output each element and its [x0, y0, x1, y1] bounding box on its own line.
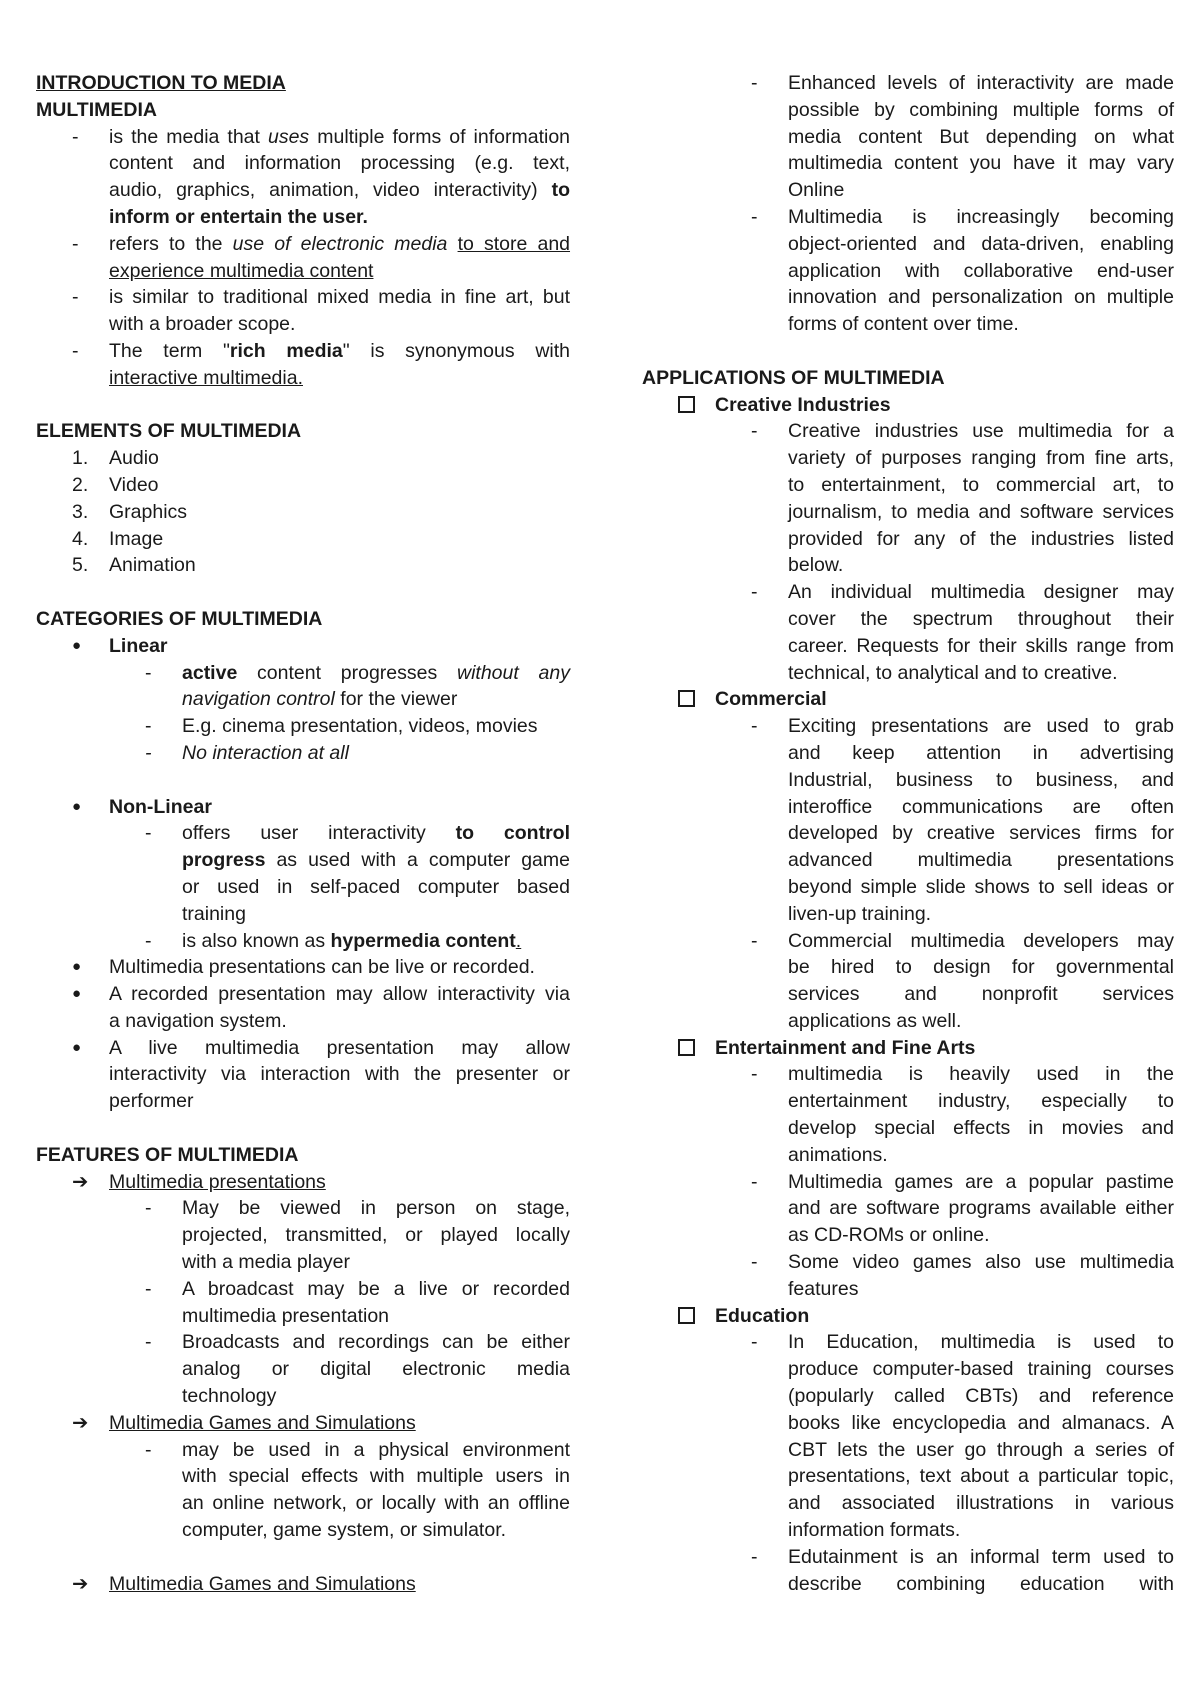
application-line: describe combining education with — [788, 1572, 1174, 1595]
heading-elements: ELEMENTS OF MULTIMEDIA — [36, 420, 302, 443]
application-line: books like encyclopedia and almanacs. A — [788, 1411, 1174, 1434]
dash-marker: - — [751, 205, 758, 228]
application-line: cover the spectrum throughout their — [788, 607, 1174, 630]
application-line: - In Education, multimedia is used to — [642, 1329, 1174, 1356]
dash-marker: - — [751, 1331, 758, 1354]
intro-line: possible by combining multiple forms of — [788, 98, 1174, 121]
feature-line: projected, transmitted, or played locally — [182, 1224, 570, 1247]
intro-line: innovation and personalization on multiple — [788, 286, 1174, 309]
application-line: - An individual multimedia designer may — [642, 579, 1174, 606]
dash-marker: - — [72, 125, 79, 148]
application-education: Education — [642, 1303, 1174, 1330]
dash-marker: - — [145, 1438, 152, 1461]
category-bullet: interactivity via interaction with the presenter or — [109, 1063, 570, 1086]
application-line: and associated illustrations in various — [788, 1492, 1174, 1515]
checkbox-icon — [678, 396, 695, 413]
category-line: - offers user interactivity to control — [36, 820, 570, 847]
intro-line: Online — [788, 179, 845, 202]
feature-item: ➔ Multimedia Games and Simulations — [36, 1410, 570, 1437]
arrow-icon: ➔ — [72, 1572, 89, 1595]
checkbox-icon — [678, 1307, 695, 1324]
application-line: journalism, to media and software services — [788, 500, 1174, 523]
application-line: as CD-ROMs or online. — [788, 1224, 990, 1247]
feature-line: with a media player — [182, 1251, 350, 1274]
checkbox-icon — [678, 690, 695, 707]
application-line: liven-up training. — [788, 902, 932, 925]
application-line: - Creative industries use multimedia for a — [642, 418, 1174, 445]
feature-line: multimedia presentation — [182, 1304, 390, 1327]
dash-marker: - — [145, 715, 152, 738]
intro-line: application with collaborative end-user — [788, 259, 1174, 282]
category-line: - active content progresses without any — [36, 660, 570, 687]
multimedia-line: - is similar to traditional mixed media in fine art, but — [36, 284, 570, 311]
dash-marker: - — [751, 929, 758, 952]
category-line: or used in self-paced computer based — [182, 875, 570, 898]
application-line: below. — [788, 554, 844, 577]
bullet-marker: ● — [72, 985, 82, 1003]
category-line: - No interaction at all — [36, 740, 570, 767]
application-line: variety of purposes ranging from fine arts, — [788, 447, 1174, 470]
intro-line: - Multimedia is increasingly becoming — [642, 204, 1174, 231]
multimedia-line: with a broader scope. — [109, 313, 296, 336]
intro-line: media content But depending on what — [788, 125, 1174, 148]
list-item: 4. Image — [72, 527, 164, 550]
application-line: - Commercial multimedia developers may — [642, 928, 1174, 955]
dash-marker: - — [145, 661, 152, 684]
bullet-marker: ● — [72, 1038, 82, 1056]
multimedia-line: content and information processing (e.g. text, — [109, 152, 570, 175]
category-bullet: ● A live multimedia presentation may allow — [36, 1035, 570, 1062]
dash-marker: - — [751, 715, 758, 738]
application-line: applications as well. — [788, 1009, 962, 1032]
category-bullet: ● A recorded presentation may allow interactivity via — [36, 981, 570, 1008]
dash-marker: - — [145, 1197, 152, 1220]
dash-marker: - — [751, 1545, 758, 1568]
arrow-icon: ➔ — [72, 1170, 89, 1193]
category-linear: ● Linear — [36, 633, 570, 660]
application-line: - multimedia is heavily used in the — [642, 1061, 1174, 1088]
application-line: features — [788, 1277, 859, 1300]
application-line: animations. — [788, 1143, 888, 1166]
application-line: beyond simple slide shows to sell ideas or — [788, 875, 1174, 898]
application-line: and are software programs available either — [788, 1197, 1174, 1220]
dash-marker: - — [751, 1063, 758, 1086]
dash-marker: - — [751, 72, 758, 94]
feature-line: analog or digital electronic media — [182, 1358, 570, 1381]
feature-line: - Broadcasts and recordings can be either — [36, 1329, 570, 1356]
dash-marker: - — [145, 929, 152, 952]
application-line: - Edutainment is an informal term used to — [642, 1544, 1174, 1571]
dash-marker: - — [751, 1251, 758, 1274]
multimedia-line: audio, graphics, animation, video interactivity) to — [109, 179, 570, 202]
multimedia-line: interactive multimedia. — [109, 366, 303, 389]
intro-line: forms of content over time. — [788, 313, 1019, 336]
application-line: - Some video games also use multimedia — [642, 1249, 1174, 1276]
application-line: be hired to design for governmental — [788, 956, 1174, 979]
heading-features: FEATURES OF MULTIMEDIA — [36, 1143, 299, 1166]
application-commercial: Commercial — [642, 686, 1174, 713]
application-line: technical, to analytical and to creative. — [788, 661, 1118, 684]
category-bullet: a navigation system. — [109, 1009, 287, 1032]
feature-item: ➔ Multimedia presentations — [36, 1169, 570, 1196]
category-line: training — [182, 902, 246, 925]
multimedia-line: - The term "rich media" is synonymous with — [36, 338, 570, 365]
application-line: services and nonprofit services — [788, 983, 1174, 1006]
dash-marker: - — [145, 822, 152, 845]
multimedia-line: - refers to the use of electronic media to store and — [36, 231, 570, 258]
category-line: - is also known as hypermedia content. — [36, 928, 570, 955]
application-entertainment: Entertainment and Fine Arts — [642, 1035, 1174, 1062]
feature-line: - may be used in a physical environment — [36, 1437, 570, 1464]
application-creative: Creative Industries — [642, 392, 1174, 419]
list-item: 3. Graphics — [72, 500, 188, 523]
heading-multimedia: MULTIMEDIA — [36, 98, 157, 121]
intro-line: multimedia content you have it may vary — [788, 152, 1174, 175]
category-line: navigation control for the viewer — [182, 688, 458, 711]
heading-applications: APPLICATIONS OF MULTIMEDIA — [642, 366, 945, 389]
application-line: entertainment industry, especially to — [788, 1090, 1174, 1113]
application-line: - Exciting presentations are used to grab — [642, 713, 1174, 740]
category-nonlinear: ● Non-Linear — [36, 794, 570, 821]
dash-marker: - — [145, 1331, 152, 1354]
dash-marker: - — [72, 286, 79, 309]
feature-line: - A broadcast may be a live or recorded — [36, 1276, 570, 1303]
right-column — [642, 70, 1174, 1597]
category-bullet: ● Multimedia presentations can be live or recorded. — [36, 954, 570, 981]
application-line: (popularly called CBTs) and reference — [788, 1385, 1174, 1408]
application-line: produce computer-based training courses — [788, 1358, 1174, 1381]
bullet-marker: ● — [72, 636, 82, 654]
category-line: progress as used with a computer game — [182, 849, 570, 872]
checkbox-icon — [678, 1039, 695, 1056]
application-line: to entertainment, to commercial art, to — [788, 473, 1174, 496]
application-line: - Multimedia games are a popular pastime — [642, 1169, 1174, 1196]
application-line: advanced multimedia presentations — [788, 849, 1174, 872]
page-title: INTRODUCTION TO MEDIA — [36, 72, 286, 94]
feature-item: ➔ Multimedia Games and Simulations — [36, 1571, 570, 1598]
feature-line: an online network, or locally with an offline — [182, 1492, 570, 1515]
application-line: develop special effects in movies and — [788, 1117, 1174, 1140]
intro-line: object-oriented and data-driven, enabling — [788, 232, 1174, 255]
application-line: CBT lets the user go through a series of — [788, 1438, 1174, 1461]
application-line: presentations, text about a particular topic, — [788, 1465, 1174, 1488]
feature-line: - May be viewed in person on stage, — [36, 1195, 570, 1222]
list-item: 5. Animation — [72, 554, 196, 577]
dash-marker: - — [72, 232, 79, 255]
application-line: and keep attention in advertising — [788, 741, 1174, 764]
feature-line: technology — [182, 1385, 277, 1408]
application-line: information formats. — [788, 1519, 961, 1542]
intro-line: - Enhanced levels of interactivity are made — [642, 70, 1174, 97]
feature-line: computer, game system, or simulator. — [182, 1519, 507, 1542]
dash-marker: - — [72, 339, 79, 362]
dash-marker: - — [751, 1170, 758, 1193]
application-line: interoffice communications are often — [788, 795, 1174, 818]
list-item: 2. Video — [72, 473, 159, 496]
dash-marker: - — [751, 420, 758, 443]
heading-categories: CATEGORIES OF MULTIMEDIA — [36, 607, 323, 630]
dash-marker: - — [145, 1277, 152, 1300]
feature-line: with special effects with multiple users in — [182, 1465, 570, 1488]
bullet-marker: ● — [72, 797, 82, 815]
application-line: Industrial, business to business, and — [788, 768, 1174, 791]
application-line: provided for any of the industries listed — [788, 527, 1174, 550]
multimedia-line: experience multimedia content — [109, 259, 374, 282]
multimedia-line: inform or entertain the user. — [109, 205, 368, 228]
bullet-marker: ● — [72, 958, 82, 976]
dash-marker: - — [751, 581, 758, 604]
list-item: 1. Audio — [72, 447, 159, 470]
multimedia-line: - is the media that uses multiple forms of information — [36, 124, 570, 151]
category-line: - E.g. cinema presentation, videos, movies — [36, 713, 570, 740]
application-line: developed by creative services firms for — [788, 822, 1174, 845]
dash-marker: - — [145, 741, 152, 764]
category-bullet: performer — [109, 1090, 194, 1113]
arrow-icon: ➔ — [72, 1411, 89, 1434]
left-column — [36, 70, 570, 1597]
application-line: career. Requests for their skills range from — [788, 634, 1174, 657]
